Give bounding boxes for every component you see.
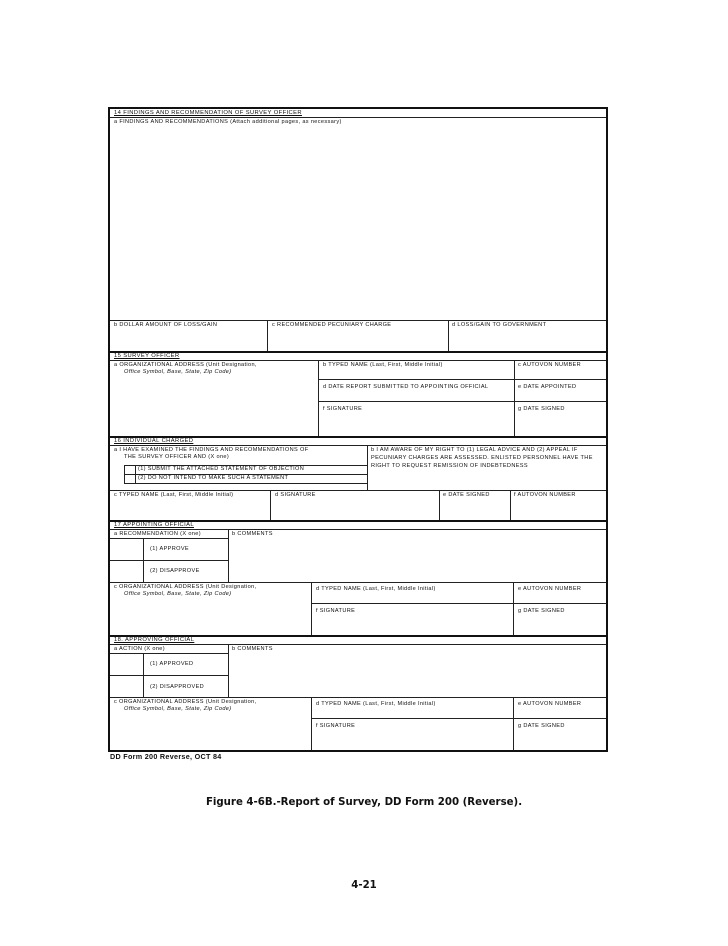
- date-report-submitted-field[interactable]: [321, 392, 511, 400]
- recommendation-label: a RECOMMENDATION (X one): [114, 531, 201, 537]
- appointing-name-field[interactable]: [314, 594, 511, 602]
- approving-name-label: d TYPED NAME (Last, First, Middle Initial): [316, 701, 436, 707]
- section-14-header: 14 FINDINGS AND RECOMMENDATION OF SURVEY OFFICER: [114, 110, 302, 116]
- individual-name-field[interactable]: [112, 500, 268, 518]
- approved-label: (1) APPROVED: [150, 661, 194, 667]
- form-number: DD Form 200 Reverse, OCT 84: [110, 752, 222, 761]
- date-report-submitted-label: d DATE REPORT SUBMITTED TO APPOINTING OFFICIAL: [323, 384, 489, 390]
- no-statement-label: (2) DO NOT INTEND TO MAKE SUCH A STATEMENT: [138, 475, 289, 481]
- date-appointed-field[interactable]: [517, 392, 607, 400]
- section-18-header: 18. APPROVING OFFICIAL: [114, 637, 195, 643]
- appointing-autovon-field[interactable]: [516, 594, 607, 602]
- appointing-date-signed-field[interactable]: [516, 616, 607, 633]
- no-statement-checkbox[interactable]: [125, 475, 134, 482]
- pecuniary-charge-label: c RECOMMENDED PECUNIARY CHARGE: [272, 322, 392, 328]
- findings-label: a FINDINGS AND RECOMMENDATIONS (Attach additional pages, as necessary): [114, 119, 342, 125]
- appointing-name-label: d TYPED NAME (Last, First, Middle Initial): [316, 586, 436, 592]
- individual-autovon-field[interactable]: [513, 500, 607, 518]
- individual-date-signed-field[interactable]: [442, 500, 508, 518]
- approving-autovon-field[interactable]: [516, 709, 607, 717]
- appointing-autovon-label: e AUTOVON NUMBER: [518, 586, 582, 592]
- appointing-comments-label: b COMMENTS: [232, 531, 273, 537]
- appointing-comments-field[interactable]: [231, 539, 607, 580]
- approving-name-field[interactable]: [314, 709, 511, 717]
- submit-objection-checkbox[interactable]: [125, 466, 134, 473]
- section-16-header: 16 INDIVIDUAL CHARGED: [114, 438, 194, 444]
- individual-signature-field[interactable]: [273, 500, 437, 518]
- submit-objection-label: (1) SUBMIT THE ATTACHED STATEMENT OF OBJECTION: [138, 466, 305, 472]
- date-appointed-label: e DATE APPOINTED: [518, 384, 577, 390]
- rights-acknowledgment-label: b I AM AWARE OF MY RIGHT TO (1) LEGAL ADVICE AND (2) APPEAL IF PECUNIARY CHARGES ARE ASSESSED. ENLISTED PERSONNEL HAVE THE RIGHT TO REQUEST REMISSION OF INDEBTEDNESS: [371, 447, 593, 469]
- section-17-header: 17 APPOINTING OFFICIAL: [114, 522, 194, 528]
- dollar-amount-field[interactable]: [112, 330, 264, 349]
- approve-label: (1) APPROVE: [150, 546, 189, 552]
- action-label: a ACTION (X one): [114, 646, 165, 652]
- survey-officer-autovon-label: c AUTOVON NUMBER: [518, 362, 581, 368]
- survey-officer-signature-label: f SIGNATURE: [323, 406, 363, 412]
- individual-autovon-label: f AUTOVON NUMBER: [514, 492, 576, 498]
- approving-date-signed-label: g DATE SIGNED: [518, 723, 565, 729]
- survey-officer-address-label: a ORGANIZATIONAL ADDRESS (Unit Designation,: [114, 362, 257, 368]
- individual-examined-label: a I HAVE EXAMINED THE FINDINGS AND RECOMMENDATIONS OF: [114, 447, 309, 453]
- individual-signature-label: d SIGNATURE: [275, 492, 316, 498]
- individual-date-signed-label: e DATE SIGNED: [443, 492, 490, 498]
- appointing-signature-field[interactable]: [314, 616, 511, 633]
- approving-signature-field[interactable]: [314, 731, 511, 748]
- survey-officer-address-sublabel: Office Symbol, Base, State, Zip Code): [124, 369, 232, 375]
- approving-autovon-label: e AUTOVON NUMBER: [518, 701, 582, 707]
- approving-date-signed-field[interactable]: [516, 731, 607, 748]
- approving-comments-field[interactable]: [231, 654, 607, 695]
- approving-address-label: c ORGANIZATIONAL ADDRESS (Unit Designation,: [114, 699, 257, 705]
- survey-officer-signature-field[interactable]: [321, 414, 511, 434]
- survey-officer-name-field[interactable]: [321, 370, 511, 378]
- appointing-signature-label: f SIGNATURE: [316, 608, 356, 614]
- approved-checkbox[interactable]: [112, 655, 141, 673]
- dd-form-200-reverse: [108, 107, 608, 752]
- survey-officer-date-signed-label: g DATE SIGNED: [518, 406, 565, 412]
- appointing-date-signed-label: g DATE SIGNED: [518, 608, 565, 614]
- figure-caption: Figure 4-6B.-Report of Survey, DD Form 200 (Reverse).: [205, 797, 523, 808]
- disapprove-label: (2) DISAPPROVE: [150, 568, 200, 574]
- approving-signature-label: f SIGNATURE: [316, 723, 356, 729]
- pecuniary-charge-field[interactable]: [270, 330, 445, 349]
- page-number: 4-21: [351, 880, 377, 891]
- loss-gain-label: d LOSS/GAIN TO GOVERNMENT: [452, 322, 547, 328]
- approving-comments-label: b COMMENTS: [232, 646, 273, 652]
- disapprove-checkbox[interactable]: [112, 562, 141, 580]
- survey-officer-autovon-field[interactable]: [517, 370, 607, 378]
- survey-officer-date-signed-field[interactable]: [517, 414, 607, 434]
- appointing-address-sublabel: Office Symbol, Base, State, Zip Code): [124, 591, 232, 597]
- survey-officer-address-field[interactable]: [112, 377, 316, 434]
- approving-address-sublabel: Office Symbol, Base, State, Zip Code): [124, 706, 232, 712]
- approve-checkbox[interactable]: [112, 540, 141, 558]
- dollar-amount-label: b DOLLAR AMOUNT OF LOSS/GAIN: [114, 322, 218, 328]
- loss-gain-field[interactable]: [451, 330, 606, 349]
- appointing-address-field[interactable]: [112, 599, 309, 633]
- individual-name-label: c TYPED NAME (Last, First, Middle Initial): [114, 492, 234, 498]
- appointing-address-label: c ORGANIZATIONAL ADDRESS (Unit Designation,: [114, 584, 257, 590]
- individual-examined-sublabel: THE SURVEY OFFICER AND (X one): [124, 454, 230, 460]
- disapproved-label: (2) DISAPPROVED: [150, 684, 205, 690]
- disapproved-checkbox[interactable]: [112, 677, 141, 695]
- approving-address-field[interactable]: [112, 714, 309, 748]
- findings-field[interactable]: [110, 127, 606, 320]
- section-15-header: 15 SURVEY OFFICER: [114, 353, 180, 359]
- survey-officer-name-label: b TYPED NAME (Last, First, Middle Initial): [323, 362, 443, 368]
